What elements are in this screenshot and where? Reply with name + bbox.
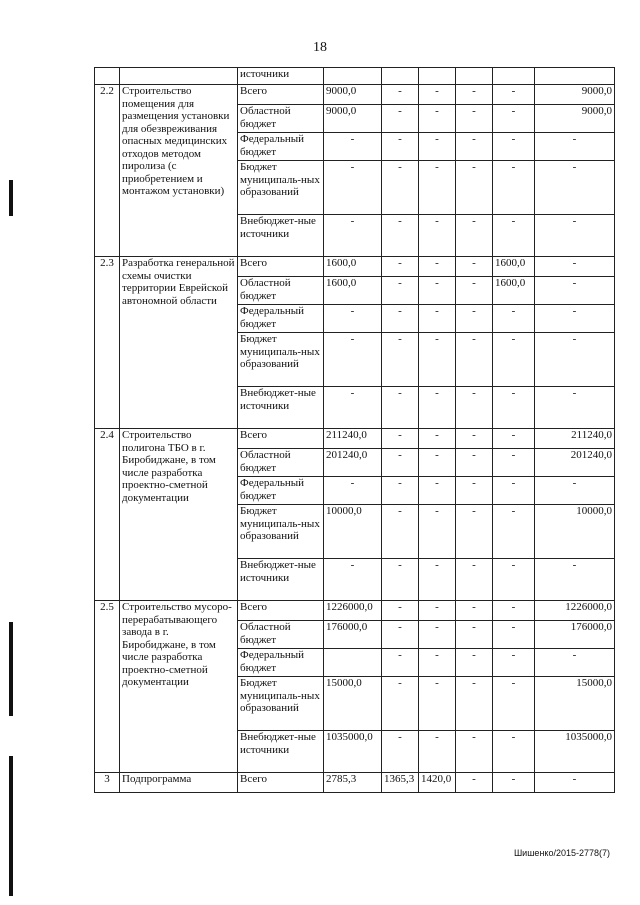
value-cell: - [493,559,535,601]
item-number-cell: 3 [95,773,120,793]
value-cell: 176000,0 [535,621,615,649]
value-cell [456,68,493,85]
value-cell: - [324,477,382,505]
value-cell: - [493,105,535,133]
value-cell: - [324,387,382,429]
value-cell: - [419,257,456,277]
source-cell: Областной бюджет [238,105,324,133]
footer-reference: Шишенко/2015-2778(7) [513,848,610,858]
value-cell: - [419,215,456,257]
value-cell: 201240,0 [535,449,615,477]
value-cell: - [456,215,493,257]
value-cell: - [419,277,456,305]
table-row [95,601,615,621]
source-cell: Областной бюджет [238,621,324,649]
value-cell: - [382,85,419,105]
value-cell: - [382,429,419,449]
value-cell: - [456,133,493,161]
value-cell: - [456,449,493,477]
source-cell: Всего [238,773,324,793]
value-cell: 1420,0 [419,773,456,793]
value-cell: 10000,0 [324,505,382,559]
value-cell: - [324,333,382,387]
value-cell: 1600,0 [493,277,535,305]
value-cell: - [382,505,419,559]
value-cell: - [324,133,382,161]
value-cell: - [456,649,493,677]
value-cell: - [419,387,456,429]
item-name-cell [120,68,238,85]
value-cell: - [456,277,493,305]
value-cell: - [382,133,419,161]
value-cell: - [419,305,456,333]
value-cell: - [382,333,419,387]
value-cell: - [535,215,615,257]
value-cell: - [382,277,419,305]
value-cell: - [456,621,493,649]
source-cell: Федеральный бюджет [238,477,324,505]
value-cell: - [456,105,493,133]
item-number-cell: 2.4 [95,429,120,601]
value-cell: - [419,731,456,773]
value-cell: - [382,387,419,429]
value-cell: - [535,305,615,333]
value-cell: 1035000,0 [535,731,615,773]
value-cell: - [456,677,493,731]
value-cell: 9000,0 [535,105,615,133]
value-cell: 1600,0 [493,257,535,277]
value-cell: 211240,0 [535,429,615,449]
value-cell: - [419,677,456,731]
source-cell: Областной бюджет [238,449,324,477]
value-cell: 10000,0 [535,505,615,559]
value-cell: - [324,305,382,333]
value-cell: - [419,133,456,161]
item-number-cell: 2.2 [95,85,120,257]
value-cell: - [382,105,419,133]
value-cell: 176000,0 [324,621,382,649]
value-cell: - [456,333,493,387]
source-cell: Бюджет муниципаль-ных образований [238,505,324,559]
value-cell: 9000,0 [535,85,615,105]
source-cell: Бюджет муниципаль-ных образований [238,161,324,215]
value-cell: - [493,161,535,215]
source-cell: Внебюджет-ные источники [238,731,324,773]
value-cell: - [493,305,535,333]
source-cell: Всего [238,429,324,449]
value-cell: - [382,449,419,477]
value-cell: - [535,333,615,387]
item-name-cell: Строительство полигона ТБО в г. Биробиджане, в том числе разработка проектно-сметной документации [120,429,238,601]
value-cell: - [419,429,456,449]
value-cell: - [456,731,493,773]
value-cell: 1035000,0 [324,731,382,773]
value-cell: - [382,161,419,215]
value-cell: - [493,333,535,387]
value-cell: 2785,3 [324,773,382,793]
value-cell: 15000,0 [324,677,382,731]
table-row [95,85,615,105]
source-cell: Областной бюджет [238,277,324,305]
source-cell: Бюджет муниципаль-ных образований [238,333,324,387]
source-cell: Федеральный бюджет [238,133,324,161]
source-cell: Внебюджет-ные источники [238,215,324,257]
value-cell: - [419,621,456,649]
value-cell: 1365,3 [382,773,419,793]
value-cell: - [419,505,456,559]
value-cell: - [382,559,419,601]
value-cell: 1226000,0 [324,601,382,621]
value-cell: - [382,621,419,649]
value-cell: - [456,387,493,429]
source-cell: Всего [238,85,324,105]
item-name-cell: Разработка генеральной схемы очистки территории Еврейской автономной области [120,257,238,429]
scan-mark [9,622,13,716]
value-cell: 1600,0 [324,277,382,305]
value-cell: 9000,0 [324,105,382,133]
value-cell [535,68,615,85]
value-cell: - [419,477,456,505]
scan-mark [9,180,13,216]
value-cell: - [493,133,535,161]
source-cell: Всего [238,257,324,277]
page-number: 18 [313,40,327,55]
value-cell: 15000,0 [535,677,615,731]
value-cell: - [535,133,615,161]
value-cell: - [493,449,535,477]
value-cell: - [535,773,615,793]
item-name-cell: Подпрограмма [120,773,238,793]
value-cell: - [324,559,382,601]
value-cell: - [419,333,456,387]
value-cell [419,68,456,85]
budget-table [94,67,615,793]
value-cell: - [493,731,535,773]
value-cell: - [535,161,615,215]
value-cell: - [493,505,535,559]
value-cell: - [535,559,615,601]
value-cell: - [535,649,615,677]
value-cell: - [493,773,535,793]
value-cell: - [493,429,535,449]
value-cell: - [382,215,419,257]
source-cell: источники [238,68,324,85]
value-cell: - [324,215,382,257]
table-row [95,429,615,449]
value-cell: - [493,677,535,731]
value-cell: - [456,257,493,277]
value-cell: - [419,601,456,621]
source-cell: Федеральный бюджет [238,649,324,677]
value-cell: - [456,505,493,559]
value-cell: 201240,0 [324,449,382,477]
value-cell [324,649,382,677]
value-cell: - [419,559,456,601]
value-cell: - [382,649,419,677]
value-cell: 1600,0 [324,257,382,277]
value-cell: - [419,85,456,105]
value-cell [382,68,419,85]
value-cell: - [493,85,535,105]
value-cell: - [456,85,493,105]
value-cell: 211240,0 [324,429,382,449]
value-cell: - [382,601,419,621]
value-cell: - [493,649,535,677]
table-row [95,773,615,793]
value-cell: - [535,277,615,305]
value-cell: - [493,601,535,621]
value-cell: - [419,105,456,133]
value-cell: - [493,621,535,649]
value-cell: - [382,677,419,731]
value-cell: - [456,559,493,601]
scan-mark [9,756,13,896]
value-cell: - [456,601,493,621]
source-cell: Всего [238,601,324,621]
value-cell: - [535,477,615,505]
value-cell [493,68,535,85]
value-cell: - [456,305,493,333]
value-cell: - [535,387,615,429]
value-cell: 1226000,0 [535,601,615,621]
value-cell: - [382,257,419,277]
source-cell: Федеральный бюджет [238,305,324,333]
value-cell: - [493,215,535,257]
table-row [95,68,615,85]
value-cell: - [324,161,382,215]
value-cell: - [456,773,493,793]
value-cell: - [456,161,493,215]
table-row [95,257,615,277]
item-number-cell: 2.3 [95,257,120,429]
value-cell: - [419,649,456,677]
source-cell: Бюджет муниципаль-ных образований [238,677,324,731]
value-cell: - [382,731,419,773]
value-cell: - [456,429,493,449]
value-cell: - [382,477,419,505]
source-cell: Внебюджет-ные источники [238,387,324,429]
value-cell: - [382,305,419,333]
value-cell: - [493,387,535,429]
value-cell: - [419,449,456,477]
value-cell: - [535,257,615,277]
item-number-cell: 2.5 [95,601,120,773]
value-cell [324,68,382,85]
value-cell: 9000,0 [324,85,382,105]
value-cell: - [419,161,456,215]
value-cell: - [456,477,493,505]
item-number-cell [95,68,120,85]
value-cell: - [493,477,535,505]
source-cell: Внебюджет-ные источники [238,559,324,601]
item-name-cell: Строительство помещения для размещения установки для обезвреживания опасных медицинских отходов методом пиролиза (с приобретением и монтажом установки) [120,85,238,257]
item-name-cell: Строительство мусоро-перерабатывающего завода в г. Биробиджане, в том числе разработка проектно-сметной документации [120,601,238,773]
